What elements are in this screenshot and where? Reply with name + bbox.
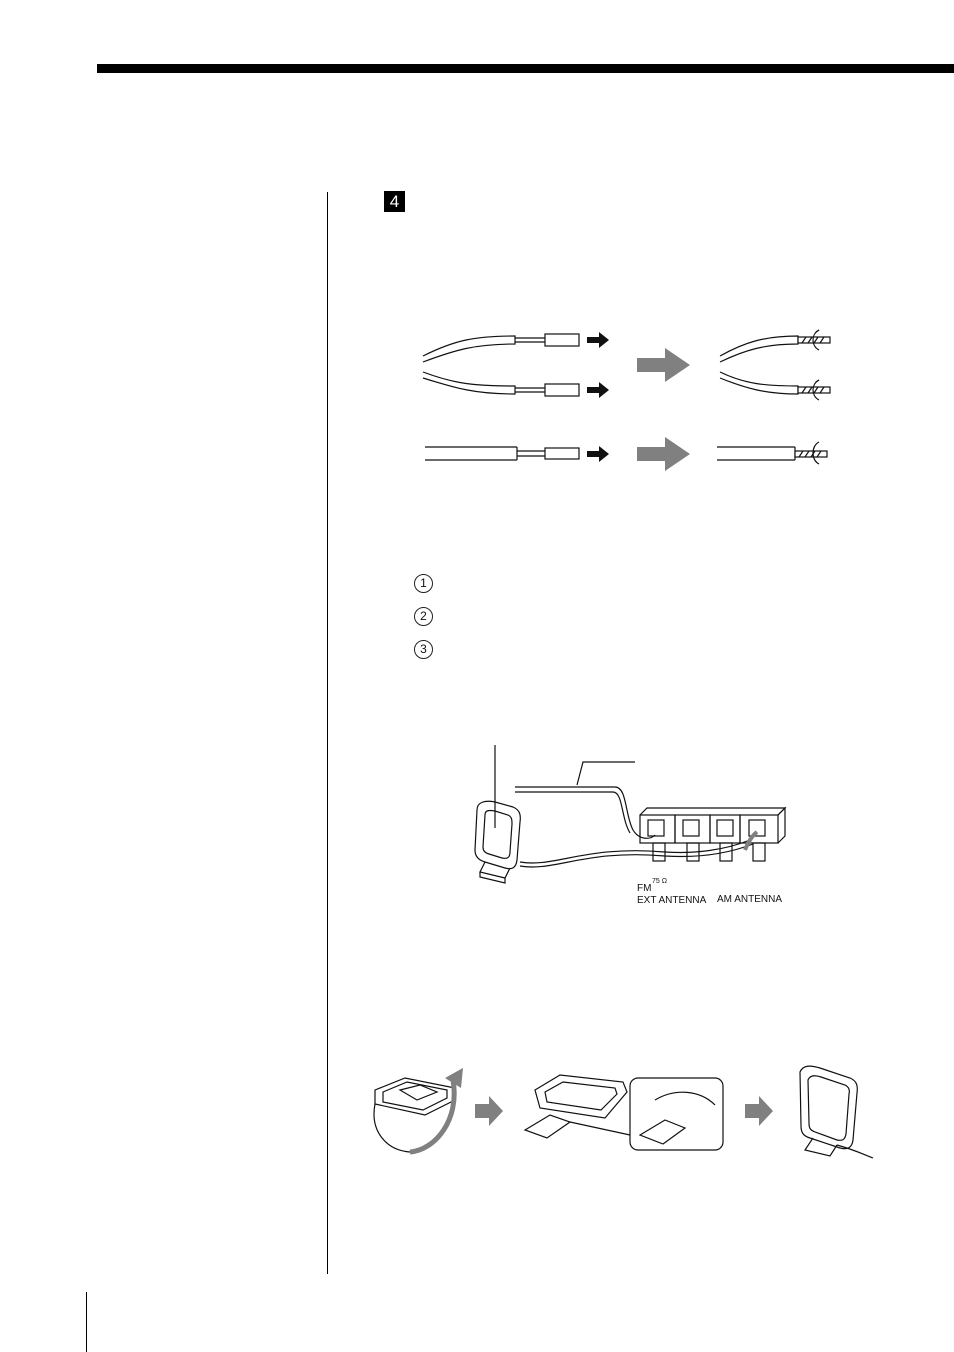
arrow-right-icon <box>745 1096 773 1126</box>
margin-rule <box>86 1292 87 1352</box>
top-rule <box>97 64 954 73</box>
step-number-badge: 4 <box>384 191 405 212</box>
substep-number-3: 3 <box>414 640 433 659</box>
single-wire-before <box>425 447 579 460</box>
antenna-connection-figure <box>465 740 795 915</box>
big-arrow-icon <box>637 348 690 471</box>
pull-arrow-icon <box>587 332 609 462</box>
single-wire-after <box>717 442 827 464</box>
ext-antenna-label: EXT ANTENNA <box>637 895 707 906</box>
antenna-terminal-block <box>640 808 785 861</box>
fm-label: FM <box>637 883 652 894</box>
substep-number-1: 1 <box>414 574 433 593</box>
callout-line <box>577 762 635 785</box>
ohm-label: 75 Ω <box>652 878 667 885</box>
column-divider <box>327 192 328 1274</box>
loop-antenna-assembly-figure <box>365 1060 880 1165</box>
wire-preparation-figure <box>415 320 845 480</box>
substep-number-2: 2 <box>414 607 433 626</box>
arrow-right-icon <box>475 1096 503 1126</box>
am-antenna-label: AM ANTENNA <box>717 894 783 905</box>
twin-lead-wire-after <box>720 330 830 400</box>
twin-lead-wire-before <box>423 334 579 396</box>
detail-inset <box>630 1078 723 1150</box>
unfolded-antenna <box>535 1075 627 1118</box>
